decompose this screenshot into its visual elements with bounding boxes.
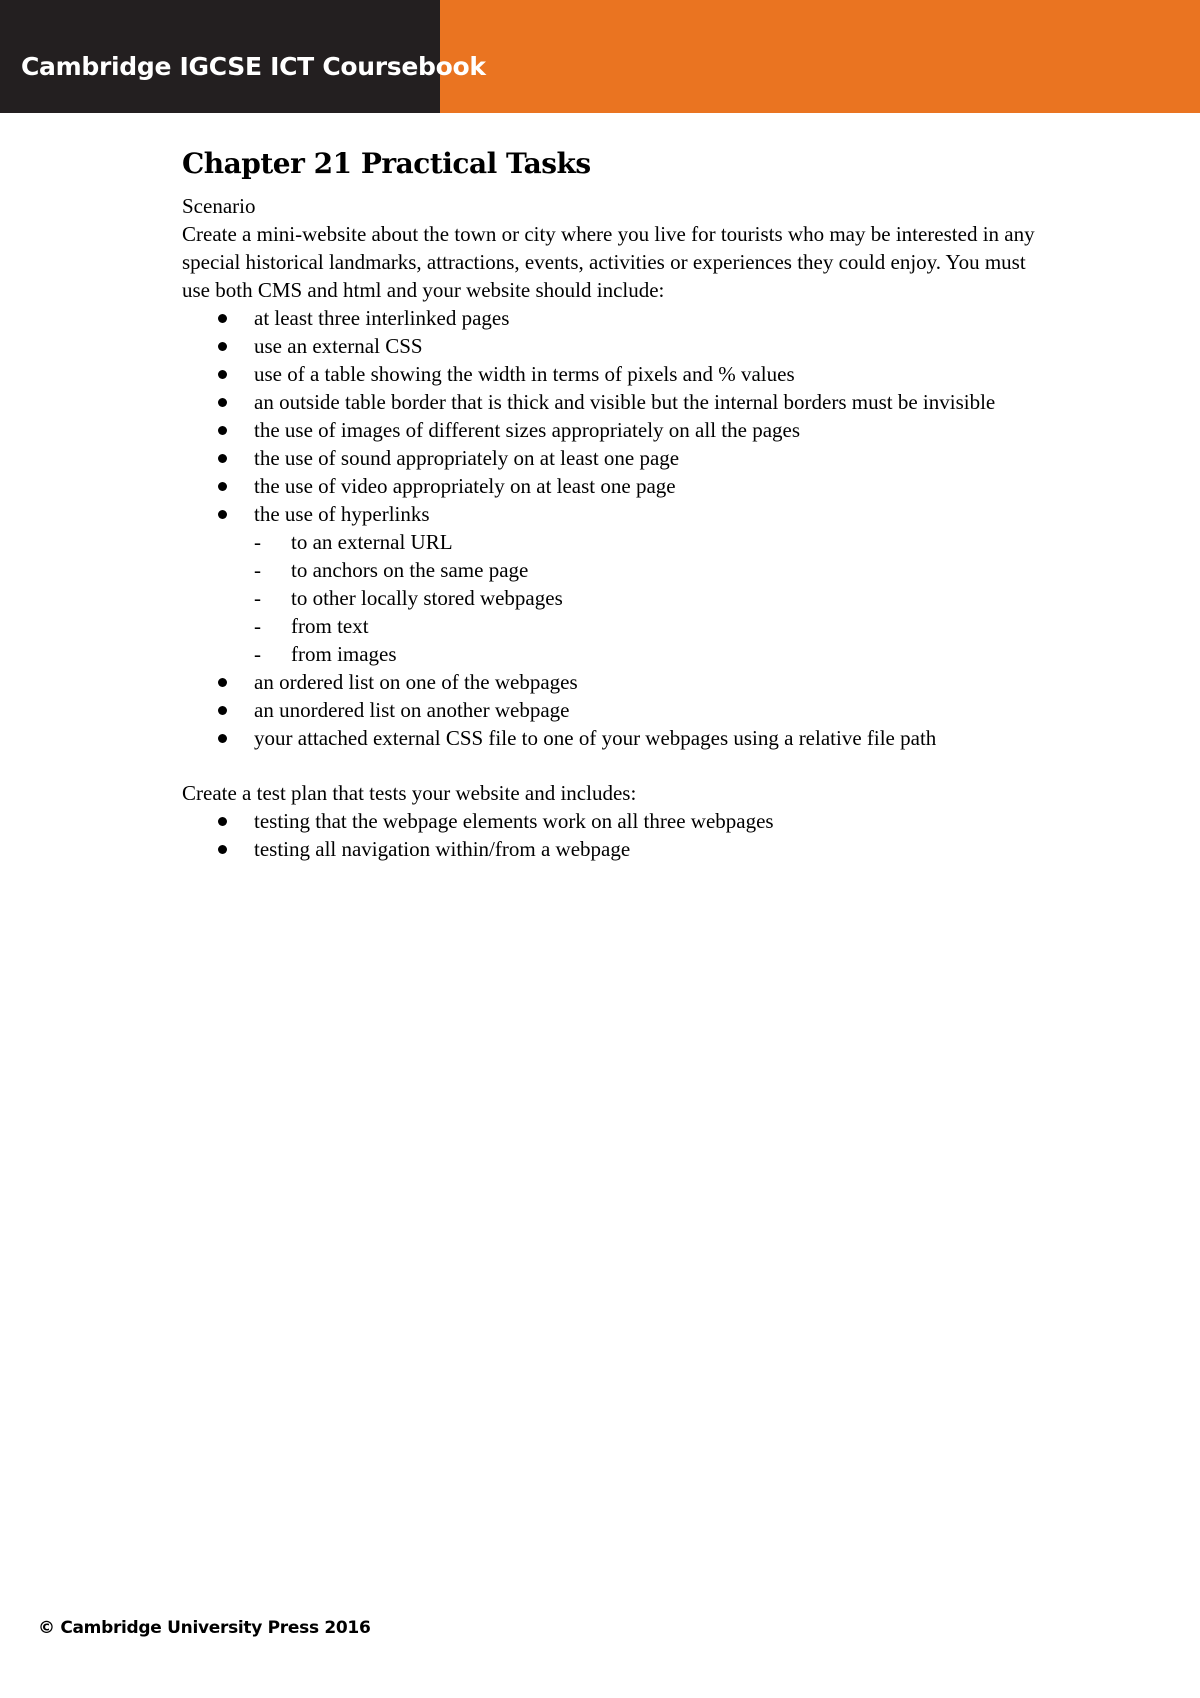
list-item xyxy=(182,724,1042,752)
list-item-text: the use of sound appropriately on at least one page xyxy=(254,446,680,470)
dash-icon: - xyxy=(254,642,261,666)
list-item-text: the use of hyperlinks xyxy=(254,502,430,526)
list-item xyxy=(182,807,1042,835)
dash-icon: - xyxy=(254,558,261,582)
scenario-label: Scenario xyxy=(182,194,256,218)
list-item xyxy=(182,835,1042,863)
dash-icon: - xyxy=(254,530,261,554)
sub-list-item-text: to anchors on the same page xyxy=(291,558,529,582)
list-item-text: use an external CSS xyxy=(254,334,423,358)
sub-list-item xyxy=(254,612,1042,640)
list-item-text: testing all navigation within/from a webpage xyxy=(254,837,631,861)
list-item-text: the use of images of different sizes appropriately on all the pages xyxy=(254,418,801,442)
list-item xyxy=(182,444,1042,472)
list-item-text: testing that the webpage elements work on all three webpages xyxy=(254,809,774,833)
page-content xyxy=(182,146,1042,863)
bullet-icon xyxy=(218,454,227,463)
sub-list-item-text: to an external URL xyxy=(291,530,453,554)
list-item xyxy=(182,500,1042,668)
dash-icon: - xyxy=(254,614,261,638)
paragraph-spacer xyxy=(182,752,1042,779)
sub-list-item xyxy=(254,640,1042,668)
list-item xyxy=(182,696,1042,724)
list-item-text: at least three interlinked pages xyxy=(254,306,510,330)
list-item-text: your attached external CSS file to one of your webpages using a relative file path xyxy=(254,726,937,750)
chapter-title: Chapter 21 Practical Tasks xyxy=(182,147,591,180)
list-item xyxy=(182,332,1042,360)
dash-icon: - xyxy=(254,586,261,610)
header-banner-title-block xyxy=(0,0,486,113)
list-item xyxy=(182,416,1042,444)
bullet-icon xyxy=(218,845,227,854)
bullet-icon xyxy=(218,678,227,687)
bullet-icon xyxy=(218,398,227,407)
sub-list-item xyxy=(254,584,1042,612)
bullet-icon xyxy=(218,370,227,379)
header-banner xyxy=(0,0,1200,113)
sub-list-item xyxy=(254,528,1042,556)
hyperlink-sublist xyxy=(254,528,1042,668)
book-title: Cambridge IGCSE ICT Coursebook xyxy=(21,52,486,81)
bullet-icon xyxy=(218,426,227,435)
requirements-list xyxy=(182,304,1042,752)
test-plan-list xyxy=(182,807,1042,863)
bullet-icon xyxy=(218,342,227,351)
scenario-text: Create a mini-website about the town or city where you live for tourists who may be interested in any special historical landmarks, attractions, events, activities or experiences they could enjoy. You must use both CMS and html and your website should include: xyxy=(182,222,1035,302)
list-item-text: an unordered list on another webpage xyxy=(254,698,570,722)
bullet-icon xyxy=(218,314,227,323)
bullet-icon xyxy=(218,734,227,743)
bullet-icon xyxy=(218,510,227,519)
sub-list-item-text: from images xyxy=(291,642,397,666)
bullet-icon xyxy=(218,482,227,491)
copyright-footer: © Cambridge University Press 2016 xyxy=(38,1618,371,1638)
sub-list-item-text: to other locally stored webpages xyxy=(291,586,563,610)
list-item xyxy=(182,472,1042,500)
list-item xyxy=(182,388,1042,416)
list-item xyxy=(182,304,1042,332)
list-item-text: the use of video appropriately on at least one page xyxy=(254,474,676,498)
sub-list-item-text: from text xyxy=(291,614,369,638)
list-item-text: an ordered list on one of the webpages xyxy=(254,670,578,694)
bullet-icon xyxy=(218,817,227,826)
list-item xyxy=(182,668,1042,696)
test-plan-intro: Create a test plan that tests your website and includes: xyxy=(182,781,637,805)
sub-list-item xyxy=(254,556,1042,584)
list-item-text: use of a table showing the width in terms of pixels and % values xyxy=(254,362,795,386)
bullet-icon xyxy=(218,706,227,715)
list-item-text: an outside table border that is thick and visible but the internal borders must be invisible xyxy=(254,390,996,414)
list-item xyxy=(182,360,1042,388)
